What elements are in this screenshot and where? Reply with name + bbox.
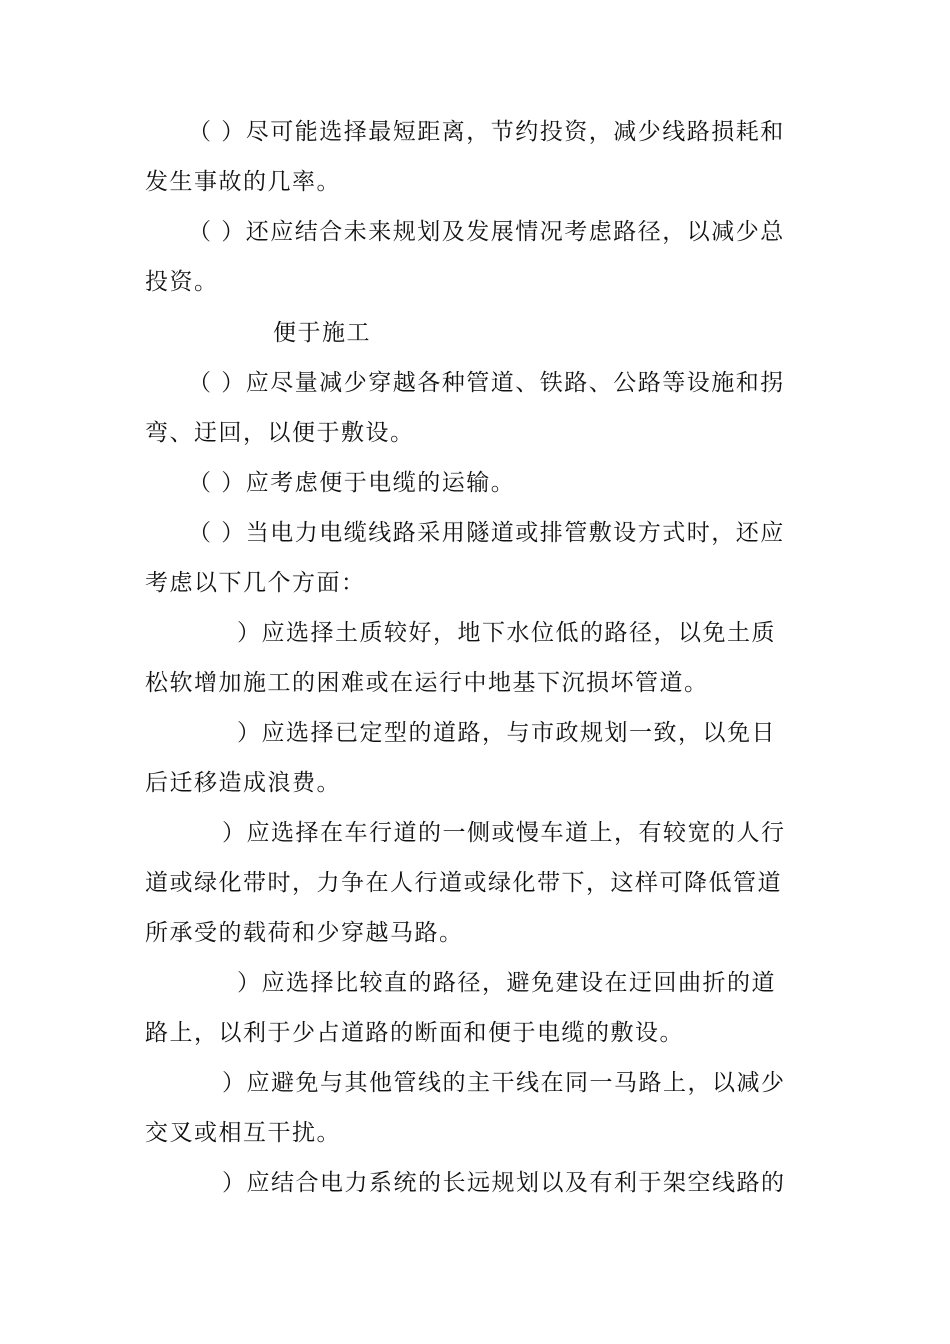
text-line: 弯、迂回，以便于敷设。 bbox=[145, 420, 415, 446]
text-line: （ ）应尽量减少穿越各种管道、铁路、公路等设施和拐 bbox=[188, 370, 785, 396]
text-line: （ ）尽可能选择最短距离，节约投资，减少线路损耗和 bbox=[188, 119, 785, 145]
text-line: ）应选择土质较好，地下水位低的路径，以免土质 bbox=[237, 620, 776, 646]
text-line: 后迁移造成浪费。 bbox=[145, 770, 341, 796]
text-line: 道或绿化带时，力争在人行道或绿化带下，这样可降低管道 bbox=[145, 870, 782, 896]
text-line: 路上，以利于少占道路的断面和便于电缆的敷设。 bbox=[145, 1020, 684, 1046]
text-line: ）应避免与其他管线的主干线在同一马路上，以减少 bbox=[222, 1070, 786, 1096]
text-line: （ ）当电力电缆线路采用隧道或排管敷设方式时，还应 bbox=[188, 520, 785, 546]
text-line: （ ）还应结合未来规划及发展情况考虑路径，以减少总 bbox=[188, 219, 785, 245]
text-line: 松软增加施工的困难或在运行中地基下沉损坏管道。 bbox=[145, 670, 709, 696]
text-line: 交叉或相互干扰。 bbox=[145, 1120, 341, 1146]
text-line: 发生事故的几率。 bbox=[145, 169, 341, 195]
text-line: ）应选择在车行道的一侧或慢车道上，有较宽的人行 bbox=[222, 820, 786, 846]
text-line: 投资。 bbox=[145, 269, 219, 295]
text-line: 所承受的载荷和少穿越马路。 bbox=[145, 920, 464, 946]
text-line: 考虑以下几个方面： bbox=[145, 570, 366, 596]
text-line: ）应选择比较直的路径，避免建设在迂回曲折的道 bbox=[237, 970, 776, 996]
text-line: （ ）应考虑便于电缆的运输。 bbox=[188, 470, 516, 496]
text-line: ）应选择已定型的道路，与市政规划一致，以免日 bbox=[237, 720, 776, 746]
section-heading: 便于施工 bbox=[273, 320, 371, 346]
text-line: ）应结合电力系统的长远规划以及有利于架空线路的 bbox=[222, 1170, 786, 1196]
